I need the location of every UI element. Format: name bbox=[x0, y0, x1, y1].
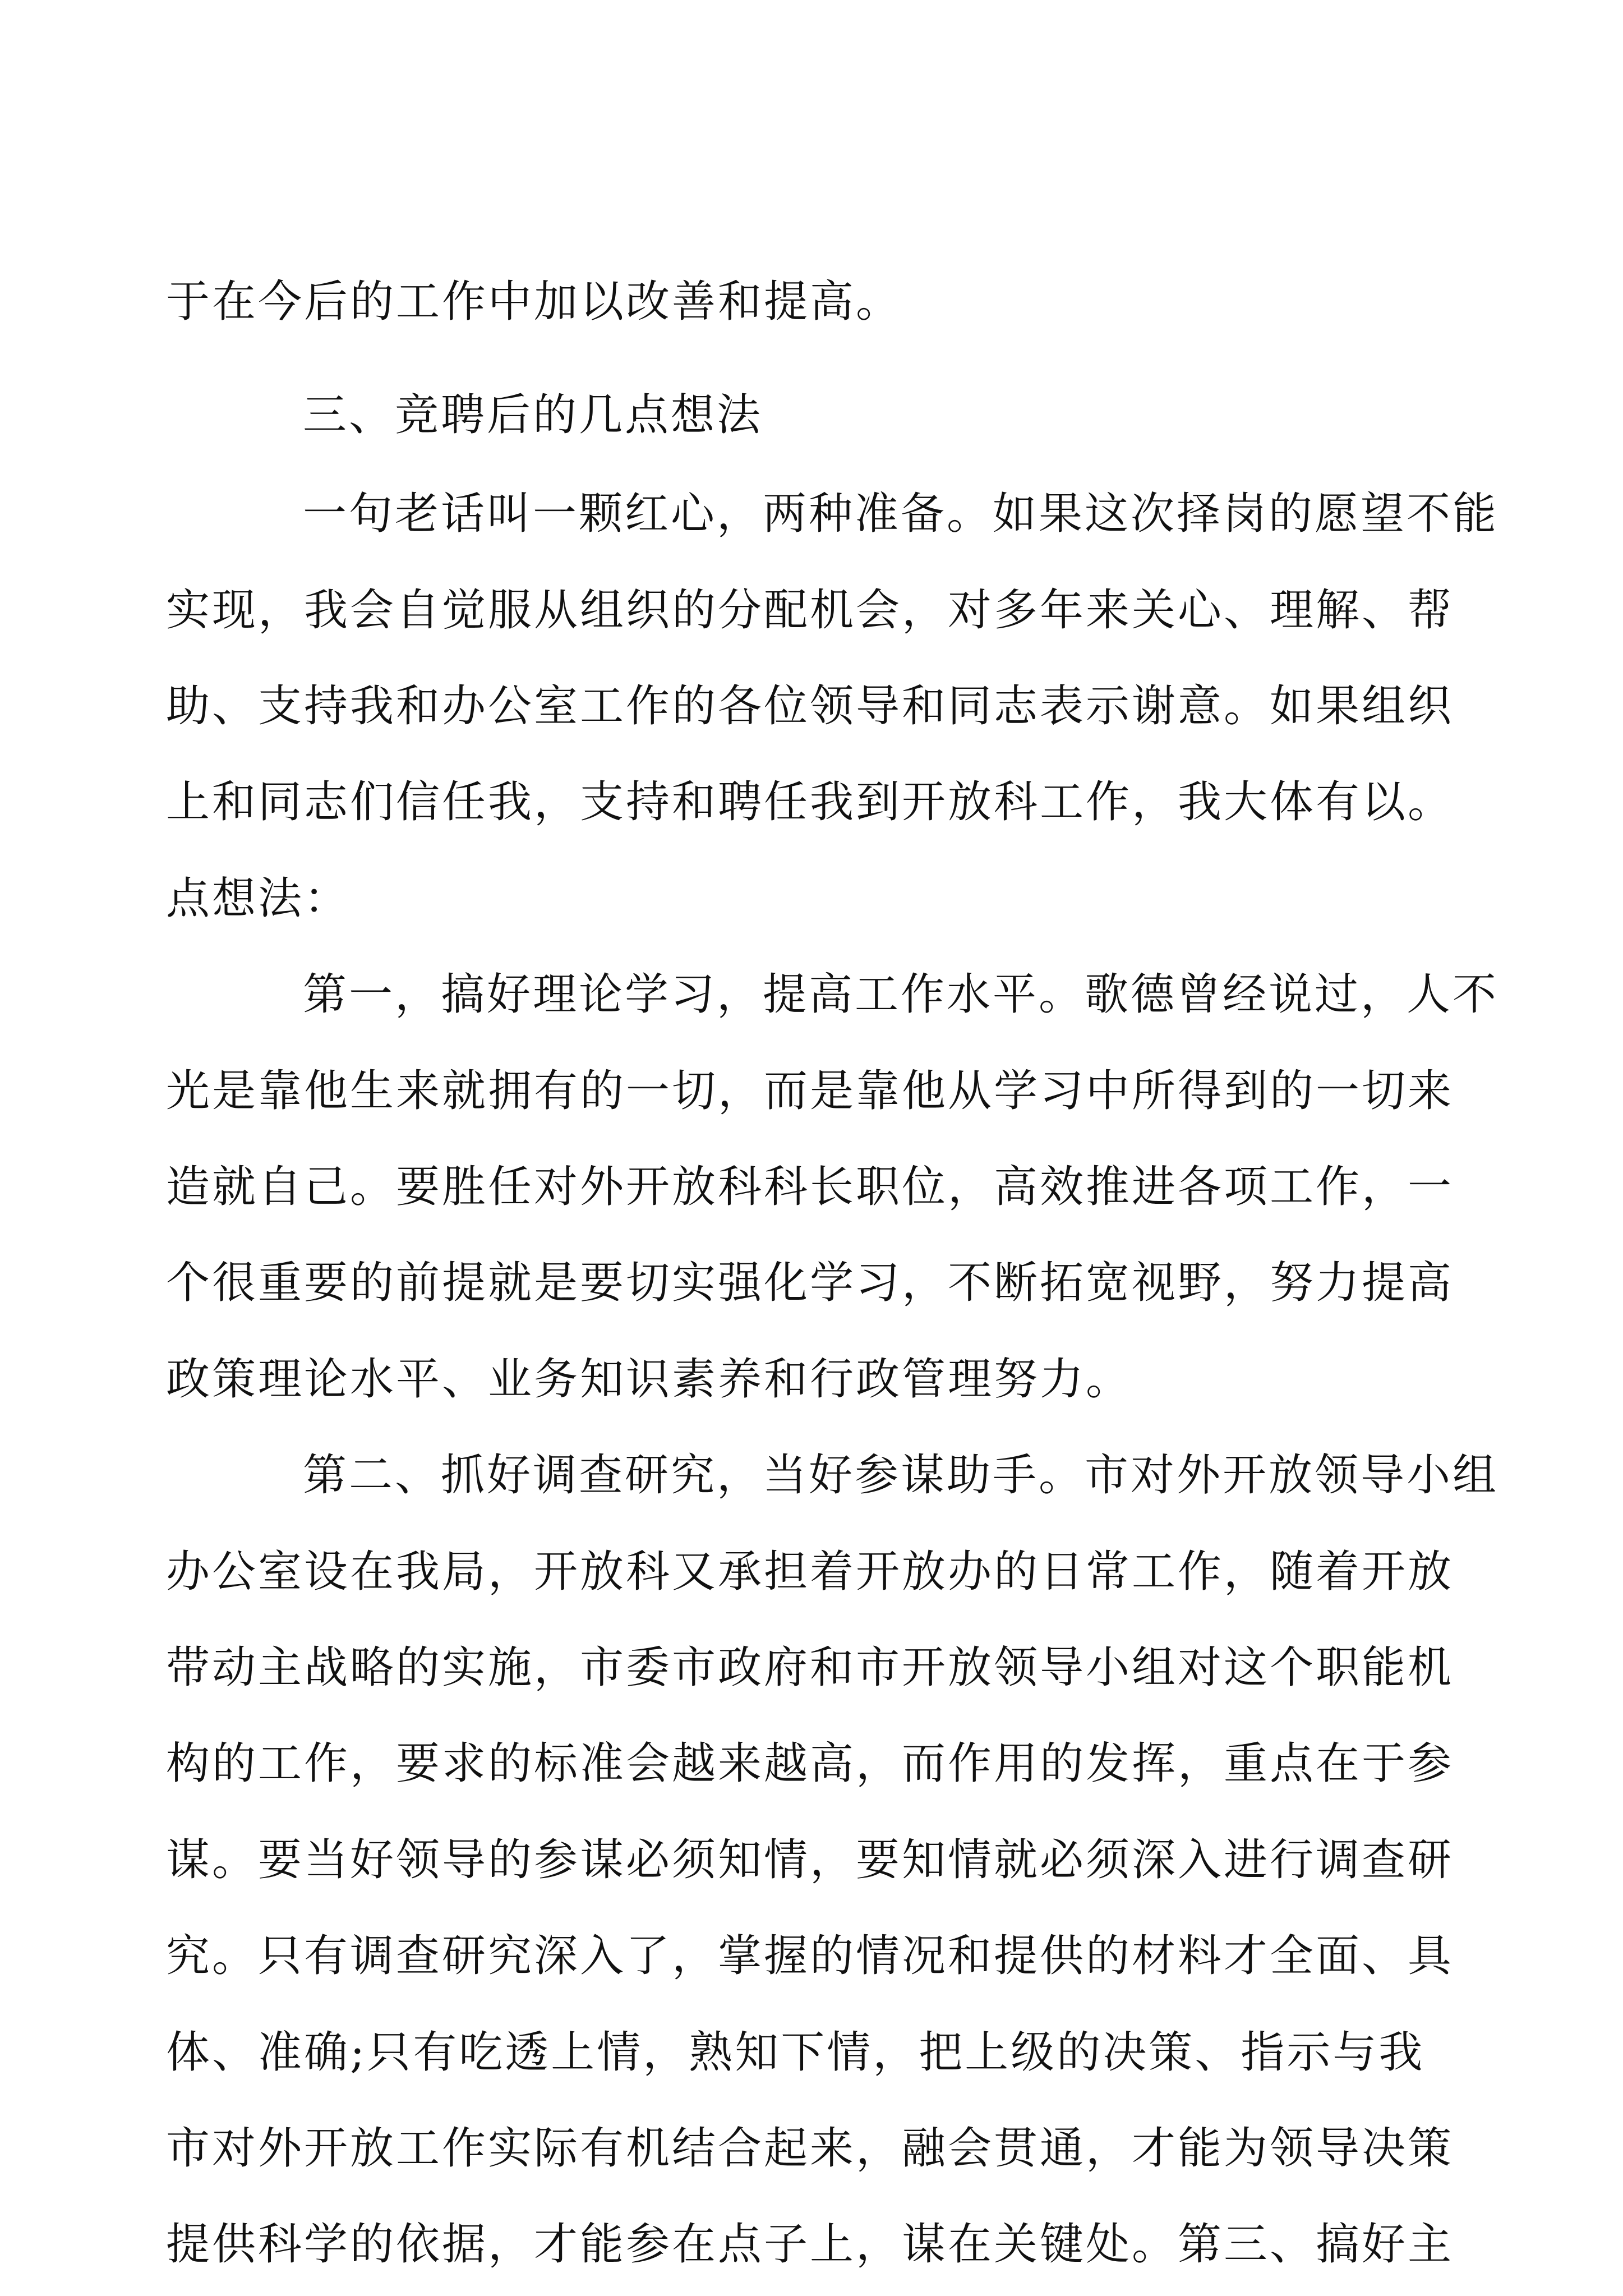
body-line: 一句老话叫一颗红心，两种准备。如果这次择岗的愿望不能 bbox=[303, 489, 1499, 539]
body-line: 于在今后的工作中加以改善和提高。 bbox=[166, 277, 902, 327]
body-line: 上和同志们信任我，支持和聘任我到开放科工作，我大体有以。 bbox=[166, 777, 1454, 827]
body-line: 提供科学的依据，才能参在点子上，谋在关键处。第三、搞好主 bbox=[166, 2219, 1454, 2270]
body-line: 造就自己。要胜任对外开放科科长职位，高效推进各项工作，一 bbox=[166, 1162, 1454, 1212]
body-line: 构的工作，要求的标准会越来越高，而作用的发挥，重点在于参 bbox=[166, 1738, 1454, 1789]
body-line: 体、准确;只有吃透上情，熟知下情，把上级的决策、指示与我 bbox=[166, 2027, 1425, 2078]
body-line: 助、支持我和办公室工作的各位领导和同志表示谢意。如果组织 bbox=[166, 681, 1454, 731]
body-line: 谋。要当好领导的参谋必须知情，要知情就必须深入进行调查研 bbox=[166, 1835, 1454, 1885]
body-line: 光是靠他生来就拥有的一切，而是靠他从学习中所得到的一切来 bbox=[166, 1066, 1454, 1116]
body-line: 个很重要的前提就是要切实强化学习，不断拓宽视野，努力提高 bbox=[166, 1258, 1454, 1308]
body-line: 点想法： bbox=[166, 873, 351, 924]
body-line: 实现，我会自觉服从组织的分配机会，对多年来关心、理解、帮 bbox=[166, 585, 1454, 636]
body-line: 办公室设在我局，开放科又承担着开放办的日常工作，随着开放 bbox=[166, 1547, 1454, 1597]
body-line: 第一，搞好理论学习，提高工作水平。歌德曾经说过，人不 bbox=[303, 969, 1499, 1020]
section-heading: 三、竞聘后的几点想法 bbox=[303, 390, 763, 440]
body-line: 带动主战略的实施，市委市政府和市开放领导小组对这个职能机 bbox=[166, 1642, 1454, 1693]
body-line: 究。只有调查研究深入了，掌握的情况和提供的材料才全面、具 bbox=[166, 1931, 1454, 1981]
body-line: 政策理论水平、业务知识素养和行政管理努力。 bbox=[166, 1354, 1132, 1405]
body-line: 市对外开放工作实际有机结合起来，融会贯通，才能为领导决策 bbox=[166, 2123, 1454, 2174]
body-line: 第二、抓好调查研究，当好参谋助手。市对外开放领导小组 bbox=[303, 1450, 1499, 1501]
